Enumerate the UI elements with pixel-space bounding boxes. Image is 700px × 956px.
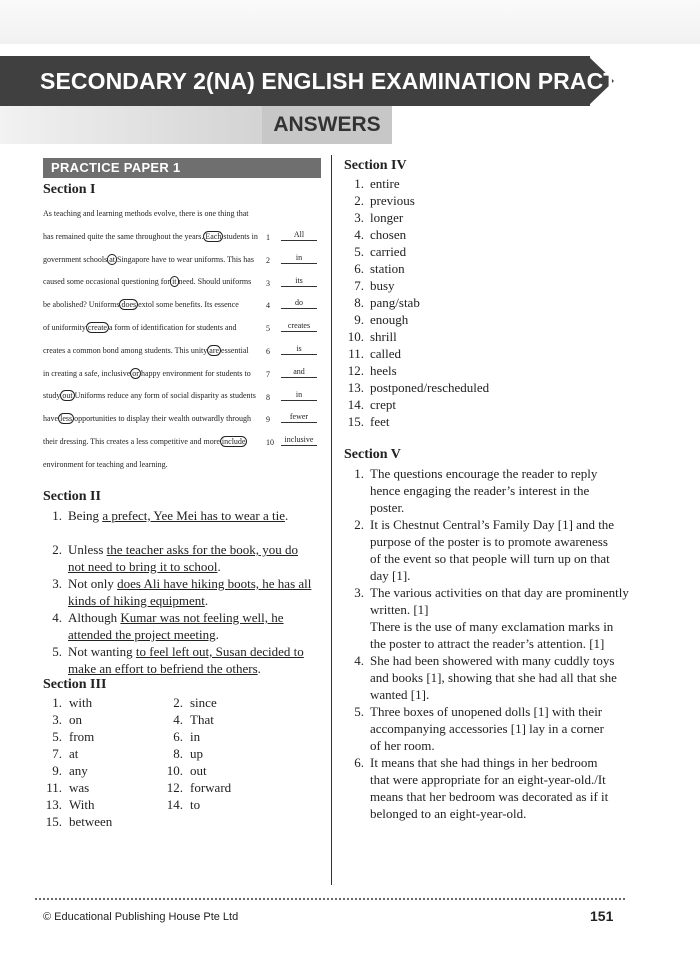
practice-paper-label: PRACTICE PAPER 1 — [43, 158, 321, 178]
answer-word: enough — [370, 312, 409, 327]
item-number: 11. — [348, 346, 364, 361]
sentence-line — [68, 507, 288, 524]
item-number: 3. — [354, 585, 364, 600]
sentence-answer: not need to bring it to school — [68, 559, 218, 574]
answer-word: chosen — [370, 227, 407, 242]
answer-blank: creates — [281, 321, 317, 332]
answer-word: called — [370, 346, 402, 361]
passage-line — [43, 437, 257, 447]
sentence-start: Unless — [68, 542, 107, 557]
passage-line — [43, 255, 257, 265]
answer-blank: inclusive — [281, 435, 317, 446]
section-3-heading: Section III — [43, 677, 107, 692]
item-number: 15. — [45, 814, 62, 829]
answer-line: It means that she had things in her bedroom — [370, 755, 598, 770]
sentence-line — [68, 626, 219, 643]
item-number: 13. — [347, 380, 364, 395]
sentence-answer: make an effort to befriend the others — [68, 661, 258, 676]
answer-blank: in — [281, 390, 317, 401]
passage-text: As teaching and learning methods evolve, there is one thing that — [43, 209, 249, 218]
answer-word: entire — [370, 176, 400, 191]
item-number: 2. — [354, 517, 364, 532]
passage-text: students in — [223, 231, 258, 241]
answer-word: in — [190, 729, 201, 744]
passage-text: in creating a safe, inclusive — [43, 368, 131, 378]
item-number: 6. — [173, 729, 183, 744]
sentence-answer: a prefect, Yee Mei has to wear a tie — [102, 508, 285, 523]
page-title: SECONDARY 2(NA) ENGLISH EXAMINATION PRACTICE — [40, 68, 657, 94]
answer-word: That — [190, 712, 214, 727]
item-number: 10. — [166, 763, 183, 778]
passage-text: Uniforms reduce any form of social disparity as students — [74, 391, 256, 401]
passage-text: has remained quite the same throughout the years. — [43, 231, 204, 241]
answer-blank: All — [281, 230, 317, 241]
circled-error: create — [87, 323, 107, 332]
column-divider — [331, 155, 332, 885]
section-1-heading: Section I — [43, 182, 96, 197]
answer-line: It is Chestnut Central’s Family Day [1] and the — [370, 517, 615, 532]
item-number: 3. — [52, 712, 62, 727]
answer-line: and books [1], showing that she had all that she — [370, 670, 617, 685]
item-number: 9. — [52, 763, 62, 778]
answer-word: longer — [370, 210, 404, 225]
answer-word: out — [190, 763, 207, 778]
item-number: 6. — [354, 261, 364, 276]
passage-line — [43, 323, 257, 333]
answer-number: 5 — [266, 324, 270, 334]
sentence-line — [68, 592, 208, 609]
sentence-line — [68, 575, 311, 592]
passage-text: government schools — [43, 254, 108, 264]
item-number: 1. — [52, 695, 62, 710]
answer-number: 9 — [266, 415, 270, 425]
item-number: 12. — [166, 780, 183, 795]
answer-word: pang/stab — [370, 295, 420, 310]
item-number: 8. — [173, 746, 183, 761]
circled-error: include — [221, 437, 246, 446]
answer-line: The various activities on that day are prominently — [370, 585, 629, 600]
passage-line — [43, 346, 257, 356]
answer-line: of the event so that people will turn up on that — [370, 551, 610, 566]
passage-text: study — [43, 391, 61, 401]
sentence-answer: does Ali have hiking boots, he has all — [117, 576, 312, 591]
answer-number: 2 — [266, 255, 270, 265]
answer-number: 4 — [266, 301, 270, 311]
item-number: 7. — [354, 278, 364, 293]
sentence-start: Not wanting — [68, 644, 136, 659]
sentence-line — [68, 558, 221, 575]
passage-line — [43, 232, 257, 242]
item-number: 2. — [52, 542, 62, 557]
answer-word: since — [190, 695, 217, 710]
answer-word: up — [190, 746, 203, 761]
answer-word: busy — [370, 278, 395, 293]
answer-blank: its — [281, 276, 317, 287]
item-number: 5. — [52, 644, 62, 659]
sentence-end: . — [204, 593, 209, 608]
circled-error: less — [60, 414, 73, 424]
answer-line: Three boxes of unopened dolls [1] with their — [370, 704, 603, 719]
answer-number: 3 — [266, 278, 270, 288]
answer-word: from — [69, 729, 95, 744]
answer-line: The questions encourage the reader to reply — [370, 466, 598, 481]
answer-line: means that her bedroom was decorated as if it — [370, 789, 609, 804]
answer-number: 8 — [266, 392, 270, 402]
passage-text: creates a common bond among students. This unity — [43, 345, 208, 355]
answer-number: 6 — [266, 347, 270, 356]
circled-error: it — [172, 277, 177, 287]
answer-word: forward — [190, 780, 232, 795]
passage-line — [43, 300, 257, 310]
item-number: 4. — [173, 712, 183, 727]
answer-line: written. [1] — [370, 602, 429, 617]
answer-word: shrill — [370, 329, 397, 344]
answer-line: wanted [1]. — [370, 687, 430, 702]
answer-word: postponed/rescheduled — [370, 380, 490, 395]
sentence-answer: kinds of hiking equipment — [68, 593, 205, 608]
item-number: 1. — [52, 508, 62, 523]
answer-word: at — [69, 746, 79, 761]
circled-error: at — [109, 254, 115, 264]
item-number: 12. — [347, 363, 364, 378]
sentence-answer: Kumar was not feeling well, he — [120, 610, 284, 625]
section-4-heading: Section IV — [344, 158, 407, 173]
item-number: 4. — [354, 653, 364, 668]
answers-heading: ANSWERS — [273, 113, 381, 136]
sentence-end: . — [284, 508, 289, 523]
passage-text: happy environment for students to — [140, 368, 251, 378]
answer-number: 7 — [266, 369, 270, 379]
item-number: 11. — [46, 780, 62, 795]
passage-text: environment for teaching and learning. — [43, 459, 168, 469]
sentence-answer: to feel left out, Susan decided to — [135, 644, 304, 659]
item-number: 9. — [354, 312, 364, 327]
sentence-start: Not only — [68, 576, 118, 591]
answer-word: feet — [370, 414, 390, 429]
circled-error: are — [209, 345, 220, 355]
passage-text: caused some occasional questioning for — [43, 277, 171, 287]
sentence-line — [68, 609, 284, 626]
answer-word: heels — [370, 363, 397, 378]
answer-line: belonged to an eight-year-old. — [370, 806, 527, 821]
passage-line — [43, 460, 257, 470]
answer-blank: fewer — [281, 412, 317, 423]
item-number: 8. — [354, 295, 364, 310]
item-number: 4. — [52, 610, 62, 625]
sentence-line — [68, 541, 298, 558]
passage-text: need. Should uniforms — [178, 277, 252, 287]
item-number: 5. — [354, 244, 364, 259]
item-number: 2. — [354, 193, 364, 208]
answer-line: day [1]. — [370, 568, 411, 583]
sentence-end: . — [215, 627, 219, 642]
answer-line: She had been showered with many cuddly toys — [370, 653, 615, 668]
passage-text: their dressing. This creates a less competitive and more — [43, 437, 220, 446]
answer-word: With — [69, 797, 95, 812]
sentence-start: Being — [68, 508, 103, 523]
publisher-credit: © Educational Publishing House Pte Ltd — [43, 911, 239, 923]
circled-error: Each — [205, 231, 222, 241]
answer-word: with — [69, 695, 93, 710]
item-number: 13. — [45, 797, 62, 812]
sentence-start: Although — [68, 610, 121, 625]
circled-error: does — [121, 300, 137, 310]
item-number: 6. — [354, 755, 364, 770]
answer-word: between — [69, 814, 113, 829]
sentence-answer: the teacher asks for the book, you do — [106, 542, 298, 557]
passage-line — [43, 391, 257, 401]
answer-line: There is the use of many exclamation marks in — [370, 619, 614, 634]
passage-line — [43, 369, 257, 379]
item-number: 1. — [354, 466, 364, 481]
item-number: 3. — [354, 210, 364, 225]
answer-word: any — [69, 763, 88, 778]
answer-word: previous — [370, 193, 415, 208]
passage-text: essential — [221, 345, 249, 355]
circled-error: out — [62, 391, 73, 401]
passage-line — [43, 209, 257, 219]
item-number: 14. — [347, 397, 364, 412]
item-number: 14. — [166, 797, 183, 812]
passage-text: have — [43, 414, 59, 424]
sentence-answer: attended the project meeting — [68, 627, 216, 642]
item-number: 1. — [354, 176, 364, 191]
page-top-band — [0, 0, 700, 44]
passage-text: of uniformity — [43, 323, 86, 332]
answer-word: station — [370, 261, 405, 276]
answer-word: to — [190, 797, 201, 812]
item-number: 3. — [52, 576, 62, 591]
item-number: 4. — [354, 227, 364, 242]
answer-line: accompanying accessories [1] lay in a corner — [370, 721, 604, 736]
sentence-end: . — [217, 559, 221, 574]
answer-blank: in — [281, 253, 317, 264]
answer-line: purpose of the poster is to promote awareness — [370, 534, 608, 549]
answer-number: 10 — [266, 438, 274, 448]
answer-line: of her room. — [370, 738, 435, 753]
answer-line: the poster to attract the reader’s attention. [1] — [370, 636, 605, 651]
answer-word: was — [69, 780, 90, 795]
sentence-line — [68, 643, 304, 660]
section-5-heading: Section V — [344, 447, 401, 462]
answer-line: that were appropriate for an eight-year-old./It — [370, 772, 606, 787]
item-number: 5. — [52, 729, 62, 744]
answer-line: hence engaging the reader’s interest in the — [370, 483, 590, 498]
answer-number: 1 — [266, 233, 270, 242]
sentence-line — [68, 660, 261, 677]
passage-text: extol some benefits. Its essence — [138, 300, 239, 310]
answer-blank: is — [281, 344, 317, 355]
passage-text: be abolished? Uniforms — [43, 300, 120, 310]
answer-word: crept — [370, 397, 396, 412]
passage-line — [43, 277, 257, 287]
sentence-end: . — [257, 661, 261, 676]
section-2-heading: Section II — [43, 489, 101, 504]
answer-blank: do — [281, 298, 317, 309]
item-number: 2. — [173, 695, 183, 710]
item-number: 7. — [52, 746, 62, 761]
circled-error: or — [132, 368, 139, 378]
passage-line — [43, 414, 257, 424]
answer-line: poster. — [370, 500, 405, 515]
passage-text: opportunities to display their wealth outwardly through — [74, 414, 251, 424]
answer-word: carried — [370, 244, 407, 259]
answer-word: on — [69, 712, 82, 727]
item-number: 15. — [347, 414, 364, 429]
passage-text: a form of identification for students and — [108, 323, 237, 332]
item-number: 5. — [354, 704, 364, 719]
passage-text: Singapore have to wear uniforms. This has — [117, 254, 254, 264]
page-number: 151 — [590, 908, 614, 924]
item-number: 10. — [347, 329, 364, 344]
answer-blank: and — [281, 367, 317, 378]
footer-dotted-rule — [34, 898, 626, 900]
